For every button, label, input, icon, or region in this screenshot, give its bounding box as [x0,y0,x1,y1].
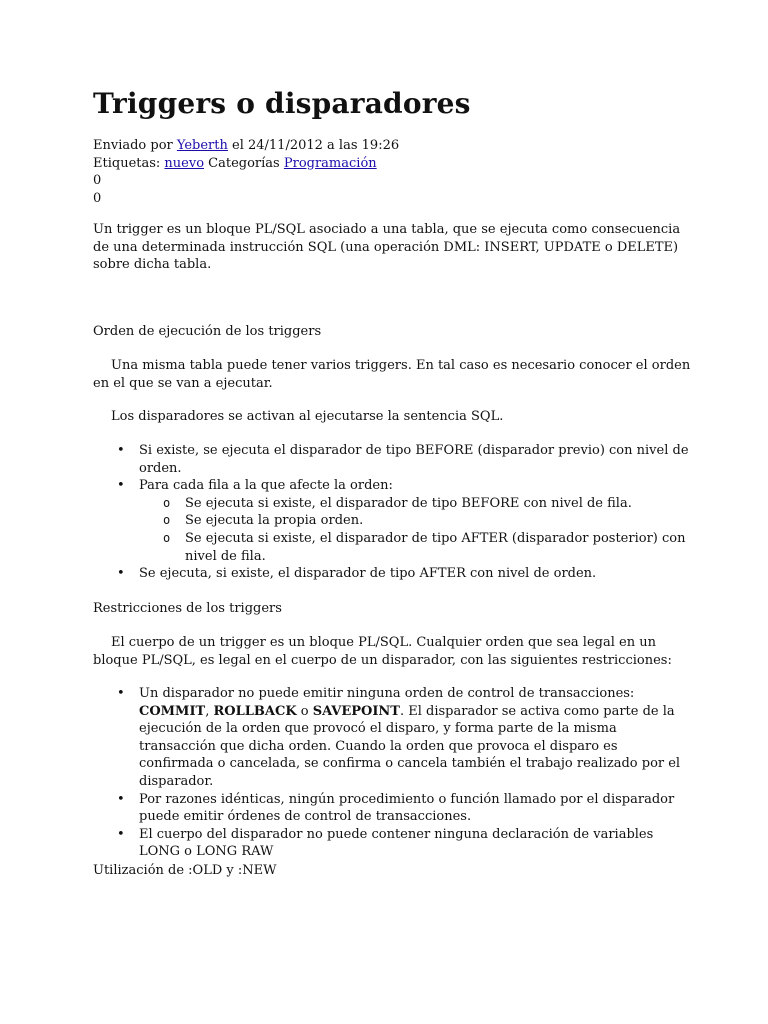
count-2: 0 [93,190,102,206]
rollback-keyword: ROLLBACK [213,703,297,719]
restriction-1-rest: . El disparador se activa como parte de la ejecución de la orden que provocó el disparo, y forma parte de la misma transacción que dicha orden. Cuando la orden que provoca el disparo es confirmada o cancelada, se confirma o cancela también el trabajo realizado por el disparador. [139,703,681,789]
list-item [139,477,693,565]
order-list [93,442,693,583]
commit-keyword: COMMIT [139,703,206,719]
article-meta [93,137,693,207]
sub-list-item: o Se ejecuta si existe, el disparador de tipo BEFORE con nivel de fila. [185,495,693,513]
count-1: 0 [93,173,102,189]
order-paragraph-1: Una misma tabla puede tener varios triggers. En tal caso es necesario conocer el orden en el que se van a ejecutar. [93,358,691,391]
list-item [139,791,693,826]
restrictions-list [93,685,693,861]
tag-link[interactable]: nuevo [164,155,205,171]
separator: , [205,703,214,719]
list-item [139,565,693,583]
sent-date: el 24/11/2012 a las 19:26 [227,138,400,153]
section-heading-old-new: Utilización de :OLD y :NEW [93,863,277,878]
list-item [139,685,693,791]
restriction-2-text: Por razones idénticas, ningún procedimiento o función llamado por el disparador puede emitir órdenes de control de transacciones. [139,791,675,825]
list-item [139,826,693,861]
restrictions-paragraph: El cuerpo de un trigger es un bloque PL/SQL. Cualquier orden que sea legal en un bloque PL/SQL, es legal en el cuerpo de un disparador, con las siguientes restricciones: [93,635,672,668]
category-link[interactable]: Programación [283,155,377,171]
section-heading-order: Orden de ejecución de los triggers [93,324,322,339]
sub-list-item: o Se ejecuta si existe, el disparador de tipo AFTER (disparador posterior) con nivel de fila. [185,530,693,565]
sub-list-item: o Se ejecuta la propia orden. [185,512,693,530]
list-item [139,442,693,477]
intro-paragraph: Un trigger es un bloque PL/SQL asociado a una tabla, que se ejecuta como consecuencia de una determinada instrucción SQL (una operación DML: INSERT, UPDATE o DELETE) sobre dicha tabla. [93,222,681,273]
article-title: Triggers o disparadores [93,87,471,120]
bullet-after: Se ejecuta, si existe, el disparador de tipo AFTER con nivel de orden. [139,566,597,582]
separator: o [296,703,313,719]
tags-line [93,155,693,173]
order-paragraph-2: Los disparadores se activan al ejecutarse la sentencia SQL. [111,409,504,424]
sent-prefix: Enviado por [93,138,177,153]
section-heading-restrictions: Restricciones de los triggers [93,601,282,616]
restriction-3-text: El cuerpo del disparador no puede contener ninguna declaración de variables LONG o LONG RAW [139,826,654,860]
bullet-before: Si existe, se ejecuta el disparador de tipo BEFORE (disparador previo) con nivel de orden. [139,443,689,476]
author-link[interactable]: Yeberth [176,138,228,153]
savepoint-keyword: SAVEPOINT [312,703,400,719]
sent-by-line [93,137,693,155]
categories-prefix: Categorías [204,155,284,171]
bullet-each-row: Para cada fila a la que afecte la orden: [139,478,393,494]
tags-prefix: Etiquetas: [93,155,165,171]
restriction-1-text: Un disparador no puede emitir ninguna orden de control de transacciones: [139,686,635,701]
